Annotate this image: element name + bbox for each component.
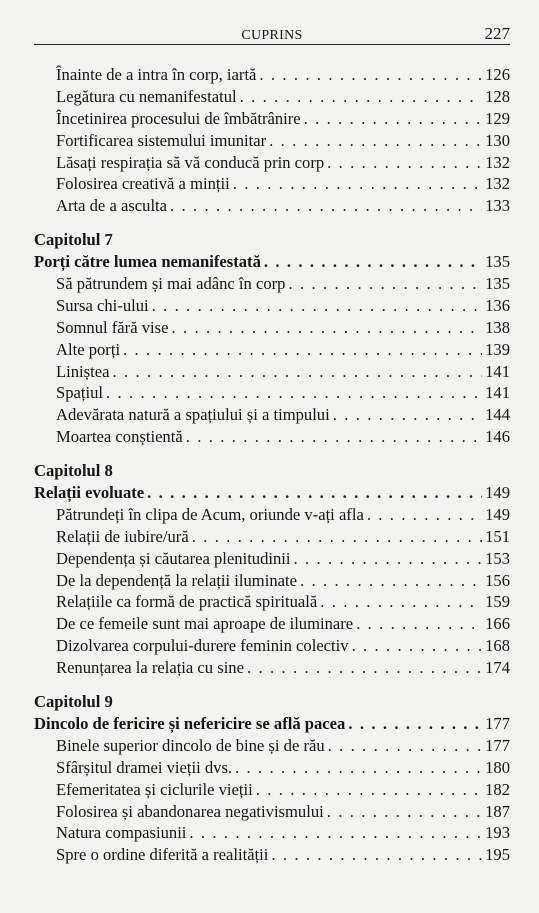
toc-entry[interactable] bbox=[34, 844, 510, 866]
dot-leader bbox=[269, 130, 482, 152]
toc-entry-page: 156 bbox=[485, 570, 510, 590]
toc-entry-page: 159 bbox=[485, 592, 510, 612]
toc-entry[interactable] bbox=[34, 426, 510, 448]
toc-section bbox=[34, 64, 510, 217]
dot-leader bbox=[328, 735, 482, 757]
toc-entry[interactable] bbox=[34, 130, 510, 152]
toc-entry-title: Dizolvarea corpului-durere feminin colectiv bbox=[56, 636, 349, 656]
toc-entry-page: 129 bbox=[485, 108, 510, 128]
toc-entry-title: Efemeritatea și ciclurile vieții bbox=[56, 779, 253, 799]
dot-leader bbox=[256, 779, 482, 801]
toc-entry-title: De ce femeile sunt mai aproape de iluminare bbox=[56, 614, 354, 634]
toc-entry-title: Relații de iubire/ură bbox=[56, 526, 189, 546]
chapter-heading-title: Relații evoluate bbox=[34, 483, 145, 503]
dot-leader bbox=[189, 822, 482, 844]
toc-entry-page: 135 bbox=[485, 274, 510, 294]
toc-entry[interactable] bbox=[34, 548, 510, 570]
chapter-label: Capitolul 9 bbox=[34, 692, 113, 712]
chapter-heading-page: 177 bbox=[485, 713, 510, 733]
toc-entry-page: 141 bbox=[485, 361, 510, 381]
toc-entry[interactable] bbox=[34, 295, 510, 317]
toc-entry-title: Spațiul bbox=[56, 383, 104, 403]
toc-entry-title: Adevărata natură a spațiului și a timpului bbox=[56, 405, 330, 425]
dot-leader bbox=[294, 548, 483, 570]
toc-entry-page: 177 bbox=[485, 735, 510, 755]
toc-entry-title: Dependența și căutarea plenitudinii bbox=[56, 548, 291, 568]
toc-entry-title: Spre o ordine diferită a realității bbox=[56, 845, 269, 865]
dot-leader bbox=[320, 591, 482, 613]
toc-entry-title: Binele superior dincolo de bine și de rău bbox=[56, 735, 325, 755]
toc-entry[interactable] bbox=[34, 735, 510, 757]
toc-entry-page: 149 bbox=[485, 504, 510, 524]
toc-entry[interactable] bbox=[34, 801, 510, 823]
toc-entry[interactable] bbox=[34, 108, 510, 130]
dot-leader bbox=[152, 295, 482, 317]
toc-section bbox=[34, 229, 510, 448]
chapter-heading-title: Porți către lumea nemanifestată bbox=[34, 252, 261, 272]
dot-leader bbox=[304, 108, 482, 130]
toc-section bbox=[34, 460, 510, 679]
chapter-heading[interactable] bbox=[34, 713, 510, 735]
toc-entry[interactable] bbox=[34, 613, 510, 635]
chapter-heading-page: 135 bbox=[485, 252, 510, 272]
toc-entry-page: 180 bbox=[485, 757, 510, 777]
toc-entry-title: Moartea conștientă bbox=[56, 427, 183, 447]
dot-leader bbox=[247, 657, 482, 679]
dot-leader bbox=[300, 570, 482, 592]
toc-entry-title: Arta de a asculta bbox=[56, 196, 168, 216]
dot-leader bbox=[271, 844, 482, 866]
dot-leader bbox=[288, 273, 482, 295]
toc-entry[interactable] bbox=[34, 317, 510, 339]
toc-entry-title: Lăsați respirația să vă conducă prin corp bbox=[56, 152, 325, 172]
toc-entry[interactable] bbox=[34, 273, 510, 295]
toc-entry[interactable] bbox=[34, 86, 510, 108]
toc-entry[interactable] bbox=[34, 591, 510, 613]
dot-leader bbox=[112, 361, 482, 383]
dot-leader bbox=[327, 152, 482, 174]
dot-leader bbox=[235, 757, 482, 779]
dot-leader bbox=[240, 86, 483, 108]
toc-entry-page: 133 bbox=[485, 196, 510, 216]
chapter-heading-page: 149 bbox=[485, 483, 510, 503]
toc-entry-page: 174 bbox=[485, 658, 510, 678]
section-gap bbox=[34, 448, 510, 460]
toc-entry[interactable] bbox=[34, 173, 510, 195]
dot-leader bbox=[327, 801, 482, 823]
toc-entry-page: 136 bbox=[485, 295, 510, 315]
toc-entry-title: Renunțarea la relația cu sine bbox=[56, 658, 244, 678]
toc-entry-title: Să pătrundem și mai adânc în corp bbox=[56, 274, 286, 294]
toc-entry[interactable] bbox=[34, 570, 510, 592]
chapter-label: Capitolul 7 bbox=[34, 230, 113, 250]
dot-leader bbox=[356, 613, 482, 635]
toc-entry-page: 182 bbox=[485, 779, 510, 799]
table-of-contents bbox=[34, 64, 510, 866]
toc-entry[interactable] bbox=[34, 361, 510, 383]
toc-entry-title: Liniștea bbox=[56, 361, 110, 381]
dot-leader bbox=[233, 173, 482, 195]
toc-entry-page: 139 bbox=[485, 339, 510, 359]
toc-entry-page: 132 bbox=[485, 152, 510, 172]
toc-entry-title: Natura compasiunii bbox=[56, 823, 187, 843]
running-title: CUPRINS bbox=[241, 28, 303, 43]
toc-entry-title: De la dependență la relații iluminate bbox=[56, 570, 297, 590]
toc-entry-page: 130 bbox=[485, 130, 510, 150]
toc-entry[interactable] bbox=[34, 64, 510, 86]
dot-leader bbox=[352, 635, 483, 657]
toc-entry-title: Înainte de a intra în corp, iartă bbox=[56, 65, 257, 84]
toc-entry-title: Somnul fără vise bbox=[56, 317, 169, 337]
toc-entry-title: Încetinirea procesului de îmbătrânire bbox=[56, 108, 301, 128]
toc-entry-title: Alte porți bbox=[56, 339, 121, 359]
toc-entry-page: 193 bbox=[485, 823, 510, 843]
section-gap bbox=[34, 217, 510, 229]
toc-entry[interactable] bbox=[34, 339, 510, 361]
toc-section bbox=[34, 691, 510, 866]
dot-leader bbox=[259, 64, 482, 86]
dot-leader bbox=[264, 251, 482, 273]
page-number: 227 bbox=[484, 24, 510, 43]
toc-entry[interactable] bbox=[34, 757, 510, 779]
dot-leader bbox=[367, 504, 482, 526]
chapter-label: Capitolul 8 bbox=[34, 461, 113, 481]
toc-entry[interactable] bbox=[34, 822, 510, 844]
dot-leader bbox=[171, 317, 482, 339]
toc-entry[interactable] bbox=[34, 779, 510, 801]
toc-entry[interactable] bbox=[34, 195, 510, 217]
toc-entry[interactable] bbox=[34, 526, 510, 548]
toc-entry-title: Sfârșitul dramei vieții dvs. bbox=[56, 757, 233, 777]
dot-leader bbox=[123, 339, 482, 361]
section-gap bbox=[34, 679, 510, 691]
toc-entry-title: Legătura cu nemanifestatul bbox=[56, 86, 237, 106]
toc-entry-page: 146 bbox=[485, 427, 510, 447]
toc-entry[interactable] bbox=[34, 152, 510, 174]
toc-entry-page: 138 bbox=[485, 317, 510, 337]
dot-leader bbox=[106, 382, 482, 404]
toc-entry[interactable] bbox=[34, 382, 510, 404]
toc-entry-page: 141 bbox=[485, 383, 510, 403]
toc-entry-title: Relațiile ca formă de practică spirituală bbox=[56, 592, 318, 612]
dot-leader bbox=[192, 526, 482, 548]
toc-entry[interactable] bbox=[34, 657, 510, 679]
dot-leader bbox=[348, 713, 482, 735]
toc-entry-page: 126 bbox=[485, 65, 510, 84]
toc-entry-page: 195 bbox=[485, 845, 510, 865]
toc-entry-page: 128 bbox=[485, 86, 510, 106]
toc-entry-title: Sursa chi-ului bbox=[56, 295, 149, 315]
chapter-heading[interactable] bbox=[34, 251, 510, 273]
toc-entry-title: Folosirea creativă a minții bbox=[56, 174, 230, 194]
toc-entry-page: 132 bbox=[485, 174, 510, 194]
toc-entry-page: 144 bbox=[485, 405, 510, 425]
dot-leader bbox=[147, 482, 482, 504]
toc-entry-page: 168 bbox=[485, 636, 510, 656]
toc-entry-page: 166 bbox=[485, 614, 510, 634]
toc-entry-title: Folosirea și abandonarea negativismului bbox=[56, 801, 324, 821]
toc-entry-title: Pătrundeți în clipa de Acum, oriunde v-ați afla bbox=[56, 504, 364, 524]
page-header bbox=[34, 22, 510, 45]
chapter-heading[interactable] bbox=[34, 482, 510, 504]
dot-leader bbox=[186, 426, 482, 448]
toc-entry[interactable] bbox=[34, 504, 510, 526]
dot-leader bbox=[170, 195, 482, 217]
toc-entry-page: 187 bbox=[485, 801, 510, 821]
toc-entry[interactable] bbox=[34, 635, 510, 657]
toc-entry[interactable] bbox=[34, 404, 510, 426]
toc-entry-page: 151 bbox=[485, 526, 510, 546]
toc-entry-page: 153 bbox=[485, 548, 510, 568]
toc-entry-title: Fortificarea sistemului imunitar bbox=[56, 130, 267, 150]
dot-leader bbox=[333, 404, 482, 426]
chapter-heading-title: Dincolo de fericire și nefericire se află pacea bbox=[34, 713, 346, 733]
